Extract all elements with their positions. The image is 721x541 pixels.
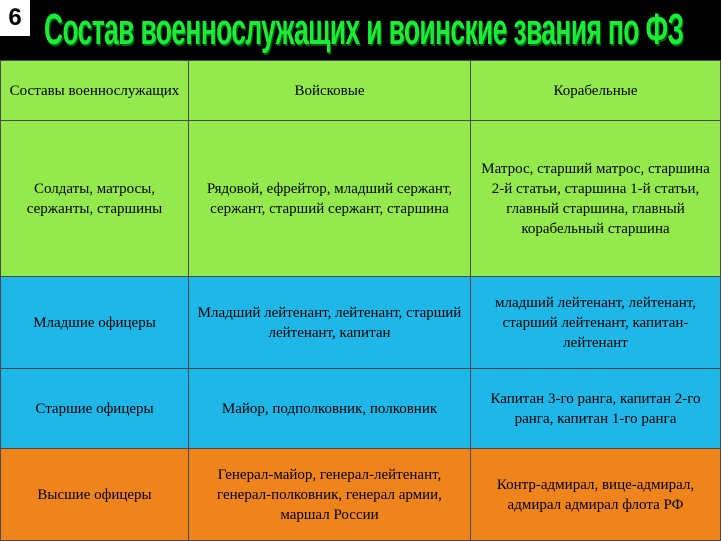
naval-ranks-cell: младший лейтенант, лейтенант, старший лейтенант, капитан-лейтенант <box>471 277 721 369</box>
slide-title: Состав военнослужащих и воинские звания по ФЗ <box>44 5 684 54</box>
header-naval: Корабельные <box>471 61 721 121</box>
ranks-table <box>0 60 721 541</box>
military-ranks-cell: Рядовой, ефрейтор, младший сержант, сержант, старший сержант, старшина <box>189 121 471 277</box>
naval-ranks-cell: Матрос, старший матрос, старшина 2-й статьи, старшина 1-й статьи, главный старшина, главный корабельный старшина <box>471 121 721 277</box>
header-composition: Составы военнослужащих <box>1 61 189 121</box>
naval-ranks-cell: Контр-адмирал, вице-адмирал, адмирал адмирал флота РФ <box>471 449 721 541</box>
military-ranks-cell: Майор, подполковник, полковник <box>189 369 471 449</box>
table-row <box>1 277 721 369</box>
composition-cell: Старшие офицеры <box>1 369 189 449</box>
composition-cell: Младшие офицеры <box>1 277 189 369</box>
military-ranks-cell: Младший лейтенант, лейтенант, старший лейтенант, капитан <box>189 277 471 369</box>
table-row <box>1 369 721 449</box>
table-header-row <box>1 61 721 121</box>
composition-cell: Высшие офицеры <box>1 449 189 541</box>
slide-number: 6 <box>0 0 30 36</box>
composition-cell: Солдаты, матросы, сержанты, старшины <box>1 121 189 277</box>
naval-ranks-cell: Капитан 3-го ранга, капитан 2-го ранга, капитан 1-го ранга <box>471 369 721 449</box>
table-row <box>1 121 721 277</box>
table-row <box>1 449 721 541</box>
header-military: Войсковые <box>189 61 471 121</box>
military-ranks-cell: Генерал-майор, генерал-лейтенант, генерал-полковник, генерал армии, маршал России <box>189 449 471 541</box>
